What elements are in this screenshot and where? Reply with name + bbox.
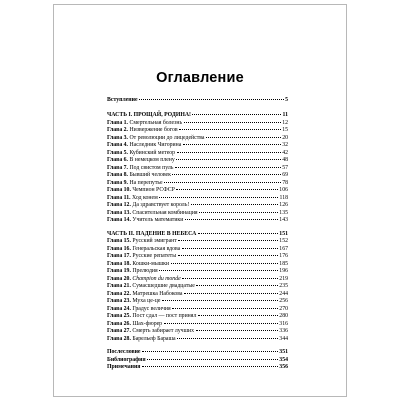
toc-entry-label: ЧАСТЬ I. ПРОЩАЙ, РОДИНА! xyxy=(107,112,191,118)
chapter-number: Глава 6. xyxy=(107,157,130,163)
chapter-number: Глава 17. xyxy=(107,253,133,259)
toc-chapter-entry xyxy=(107,291,288,299)
toc-back-matter-entry xyxy=(107,357,288,365)
chapter-number: Глава 14. xyxy=(107,217,133,223)
chapter-number: Глава 28. xyxy=(107,335,133,342)
toc-chapter-entry xyxy=(107,180,288,188)
toc-page-number: 196 xyxy=(279,268,288,274)
chapter-title: Шах-фюрер xyxy=(132,320,163,327)
toc-page-number: 5 xyxy=(285,97,288,103)
dot-leader xyxy=(196,285,277,286)
dot-leader xyxy=(178,255,278,256)
toc-page-number: 15 xyxy=(282,127,288,133)
dot-leader xyxy=(142,366,278,367)
toc-page-number: 118 xyxy=(279,194,288,201)
chapter-title: Муха цe-цe xyxy=(132,298,161,304)
dot-leader xyxy=(176,189,277,190)
toc-chapter-entry xyxy=(107,261,288,269)
chapter-number: Глава 26. xyxy=(107,320,133,327)
chapter-number: Глава 10. xyxy=(107,187,133,193)
chapter-number: Глава 27. xyxy=(107,328,133,334)
dot-leader xyxy=(175,167,281,168)
toc-intro xyxy=(107,97,288,105)
chapter-title: Прелюдия xyxy=(132,268,158,274)
dot-leader xyxy=(191,204,278,205)
chapter-title: Бывший человек xyxy=(129,172,171,178)
chapter-number: Глава 19. xyxy=(107,268,133,274)
toc-page-number: 344 xyxy=(279,335,288,342)
chapter-title: Смерть забирает лучших xyxy=(132,328,195,334)
dot-leader xyxy=(196,330,278,331)
chapter-number: Глава 2. xyxy=(107,127,130,133)
chapter-title: Ход конем xyxy=(132,194,158,201)
chapter-title: От революции до лицедейства xyxy=(129,134,205,141)
chapter-number: Глава 12. xyxy=(107,202,133,208)
chapter-number: Глава 7. xyxy=(107,164,130,171)
dot-leader xyxy=(192,114,281,115)
toc-chapter-entry xyxy=(107,142,288,150)
toc-chapter-entry xyxy=(107,195,288,203)
toc-page-number: 152 xyxy=(279,238,288,244)
chapter-title: Кубинский метеор xyxy=(129,149,176,156)
toc-chapter-entry xyxy=(107,157,288,165)
toc-page-number: 356 xyxy=(279,364,288,370)
toc-page-number: 235 xyxy=(279,283,288,289)
toc-chapter-entry xyxy=(107,298,288,306)
part-1-chapter-list xyxy=(107,120,288,225)
toc-entry-label: Вступление xyxy=(107,97,138,103)
chapter-title: Да здравствует король! xyxy=(132,202,190,208)
toc-page-number: 126 xyxy=(279,202,288,208)
toc-back-matter-entry xyxy=(107,364,288,372)
toc-page-number: 69 xyxy=(282,172,288,178)
chapter-number: Глава 13. xyxy=(107,209,133,216)
dot-leader xyxy=(142,351,278,352)
toc-page-number: 143 xyxy=(279,217,288,223)
toc-entry-label: Послесловие xyxy=(107,349,141,355)
toc-page-number: 167 xyxy=(279,245,288,252)
chapter-number: Глава 25. xyxy=(107,313,133,319)
toc-page-number: 185 xyxy=(279,260,288,267)
toc-page-number: 244 xyxy=(279,290,288,297)
toc-chapter-entry xyxy=(107,238,288,246)
chapter-title: Матрешка Набокова xyxy=(132,290,183,297)
chapter-number: Глава 15. xyxy=(107,238,133,244)
table-of-contents xyxy=(107,97,288,372)
chapter-number: Глава 21. xyxy=(107,283,133,289)
chapter-title: Champion du monde xyxy=(132,275,181,282)
chapter-title: Под свистом пуль xyxy=(129,164,174,171)
toc-chapter-entry xyxy=(107,135,288,143)
chapter-number: Глава 5. xyxy=(107,149,130,156)
toc-chapter-entry xyxy=(107,187,288,195)
toc-page-number: 12 xyxy=(282,119,288,126)
toc-chapter-entry xyxy=(107,127,288,135)
dot-leader xyxy=(183,144,281,145)
chapter-title: Кошки-мышки xyxy=(132,260,170,267)
toc-page-number: 316 xyxy=(279,320,288,327)
toc-page-number: 176 xyxy=(279,253,288,259)
chapter-number: Глава 11. xyxy=(107,194,133,201)
chapter-title: Низвержение богов xyxy=(129,127,178,133)
back-matter-list xyxy=(107,349,288,372)
dot-leader xyxy=(171,263,278,264)
toc-chapter-entry xyxy=(107,283,288,291)
toc-page-number: 256 xyxy=(279,298,288,304)
chapter-title: Учитель математики xyxy=(132,217,184,223)
toc-page-number: 57 xyxy=(282,164,288,171)
chapter-number: Глава 8. xyxy=(107,172,130,178)
toc-page-number: 219 xyxy=(279,275,288,282)
toc-part-1 xyxy=(107,112,288,120)
toc-page-number: 280 xyxy=(279,313,288,319)
dot-leader xyxy=(199,212,278,213)
toc-chapter-entry xyxy=(107,165,288,173)
chapter-title: Чемпион РСФСР xyxy=(132,187,175,193)
page-title: Оглавление xyxy=(156,70,244,86)
toc-chapter-entry xyxy=(107,268,288,276)
toc-chapter-entry xyxy=(107,328,288,336)
toc-chapter-entry xyxy=(107,246,288,254)
chapter-number: Глава 16. xyxy=(107,245,133,252)
chapter-number: Глава 20. xyxy=(107,275,133,282)
chapter-number: Глава 23. xyxy=(107,298,133,304)
chapter-number: Глава 24. xyxy=(107,305,133,312)
toc-back-matter-entry xyxy=(107,349,288,357)
toc-page-number: 42 xyxy=(282,149,288,156)
toc-chapter-entry xyxy=(107,306,288,314)
chapter-number: Глава 22. xyxy=(107,290,133,297)
chapter-title: Барельеф Бараша xyxy=(132,335,176,342)
toc-chapter-entry xyxy=(107,253,288,261)
toc-chapter-entry xyxy=(107,313,288,321)
toc-chapter-entry xyxy=(107,150,288,158)
toc-chapter-entry xyxy=(107,276,288,284)
dot-leader xyxy=(182,248,278,249)
dot-leader xyxy=(182,278,278,279)
chapter-number: Глава 18. xyxy=(107,260,133,267)
toc-page-number: 78 xyxy=(282,179,288,186)
chapter-title: Русский эмигрант xyxy=(132,238,177,244)
dot-leader xyxy=(178,240,278,241)
chapter-title: Русские репатеты xyxy=(132,253,177,259)
toc-page-number: 32 xyxy=(282,142,288,148)
dot-leader xyxy=(159,197,278,198)
dot-leader xyxy=(159,270,278,271)
toc-chapter-entry xyxy=(107,210,288,218)
dot-leader xyxy=(198,315,278,316)
dot-leader xyxy=(164,182,281,183)
dot-leader xyxy=(172,308,278,309)
toc-page-number: 354 xyxy=(279,356,288,363)
chapter-title: Градус величия xyxy=(132,305,171,312)
chapter-number: Глава 3. xyxy=(107,134,130,141)
toc-page-number: 20 xyxy=(282,134,288,141)
toc-page-number: 270 xyxy=(279,305,288,312)
chapter-title: Генеральская вдова xyxy=(132,245,181,252)
toc-chapter-entry xyxy=(107,217,288,225)
toc-page-number: 135 xyxy=(279,209,288,216)
dot-leader xyxy=(184,122,281,123)
chapter-title: Сумасшедшие двадцатые xyxy=(132,283,195,289)
toc-entry-label: Библиография xyxy=(107,356,146,363)
dot-leader xyxy=(172,174,280,175)
dot-leader xyxy=(176,159,280,160)
toc-chapter-entry xyxy=(107,120,288,128)
toc-page-number: 11 xyxy=(282,112,288,118)
toc-part-2 xyxy=(107,231,288,239)
toc-page-number: 106 xyxy=(279,187,288,193)
toc-entry-label: Примечания xyxy=(107,364,141,370)
toc-chapter-entry xyxy=(107,202,288,210)
dot-leader xyxy=(198,233,278,234)
toc-entry-label: ЧАСТЬ II. ПАДЕНИЕ В НЕБЕСА xyxy=(107,230,197,237)
dot-leader xyxy=(139,99,284,100)
part-2-chapter-list xyxy=(107,238,288,343)
chapter-title: Пост сдал — пост принял xyxy=(132,313,197,319)
dot-leader xyxy=(162,300,278,301)
chapter-title: На перепутье xyxy=(129,179,163,186)
toc-chapter-entry xyxy=(107,321,288,329)
chapter-title: Наследник Чигорина xyxy=(129,142,182,148)
dot-leader xyxy=(177,338,278,339)
chapter-title: Спасительная комбинация xyxy=(132,209,198,216)
chapter-number: Глава 1. xyxy=(107,119,130,126)
dot-leader xyxy=(184,293,278,294)
dot-leader xyxy=(179,129,281,130)
toc-page-number: 151 xyxy=(279,230,288,237)
dot-leader xyxy=(185,219,278,220)
chapter-number: Глава 4. xyxy=(107,142,130,148)
dot-leader xyxy=(164,323,278,324)
toc-page-number: 48 xyxy=(282,157,288,163)
dot-leader xyxy=(177,152,281,153)
chapter-number: Глава 9. xyxy=(107,179,130,186)
toc-page-number: 351 xyxy=(279,349,288,355)
toc-page-number: 336 xyxy=(279,328,288,334)
dot-leader xyxy=(206,137,281,138)
toc-chapter-entry xyxy=(107,336,288,344)
dot-leader xyxy=(147,359,278,360)
chapter-title: В немецком плену xyxy=(129,157,175,163)
chapter-title: Смертельная болезнь xyxy=(129,119,183,126)
toc-chapter-entry xyxy=(107,172,288,180)
